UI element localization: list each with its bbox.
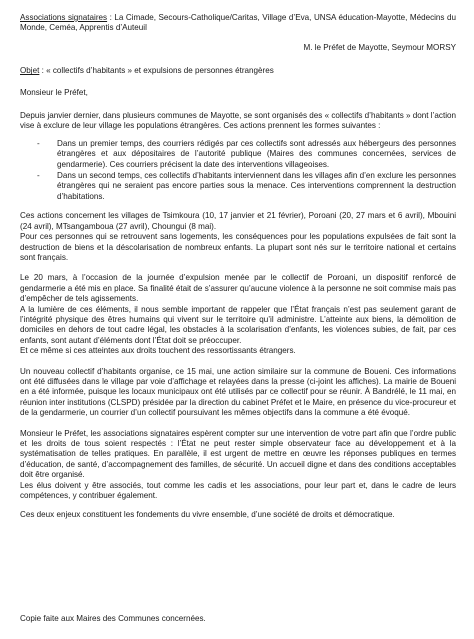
actions-list — [20, 139, 456, 202]
villages-paragraph: Ces actions concernent les villages de Tsimkoura (10, 17 janvier et 21 février), Poroani (20, 27 mars et 6 avril), Mbouini (24 avril), MTsangamboua (27 avril), Choungui (8 mai). — [20, 211, 456, 231]
hope-paragraph: Monsieur le Préfet, les associations signataires espèrent compter sur une intervention de votre part afin que l’ordre public et les droits de tous soient respectés : l’État ne peut rester simple observateur face au développement et à la systématisation de telles pratiques. En parallèle, il est urgent de mettre en œuvre les réponses publiques en termes d’éducation, de santé, d’accompagnement des familles, de sécurité. Un accueil digne et dans des conditions acceptables doit être organisé. — [20, 428, 456, 480]
object-text: : « collectifs d’habitants » et expulsions de personnes étrangères — [39, 66, 274, 76]
poroani-paragraph: Le 20 mars, à l’occasion de la journée d’expulsion menée par le collectif de Poroani, un dispositif renforcé de gendarmerie a été mis en place. Sa finalité était de s’assurer qu’aucune violence à la personne ne soit commise mais pas d’empêcher de tels agissements. — [20, 273, 456, 304]
signatories-list: : La Cimade, Secours-Catholique/Caritas, Village d’Eva, UNSA éducation-Mayotte, Médecins du Monde, Ceméa, Apprentis d’Auteuil — [20, 13, 456, 33]
copy-note: Copie faite aux Maires des Communes concernées. — [20, 614, 206, 623]
consequences-paragraph: Pour ces personnes qui se retrouvent sans logements, les conséquences pour les populations expulsées de fait sont la destruction de biens et la déscolarisation de nombreux enfants. La plupart sont nés sur le territoire national et certains sont français. — [20, 232, 456, 262]
list-item-text: Dans un second temps, ces collectifs d’habitants interviennent dans les villages afin d’en exclure les personnes étrangères qui ne seraient pas encore parties sous la menace. Ces interventions comprennent la destruction d’habitations. — [57, 171, 456, 201]
signatories-line — [20, 13, 456, 34]
bullet-dash: - — [37, 138, 40, 148]
object-label: Objet — [20, 66, 40, 76]
list-item — [20, 171, 456, 202]
list-item-text: Dans un premier temps, des courriers rédigés par ces collectifs sont adressés aux hébergeurs des personnes étrangères et aux dépositaires de l’autorité publique (Maires des communes concernées, services de gendarmerie). Ces courriers précisent la date des interventions villageoises. — [57, 138, 456, 169]
elected-paragraph: Les élus doivent y être associés, tout comme les cadis et les associations, pour leur part et, dans le cadre de leurs compétences, y contribuer également. — [20, 480, 456, 501]
boueni-paragraph: Un nouveau collectif d’habitants organise, ce 15 mai, une action similaire sur la commune de Boueni. Ces informations ont été diffusées dans le village par voie d’affichage et relayées dans la presse (ci-joint les affiches). La mairie de Boueni en a été informée, puisque les locaux municipaux ont été utilisés par ce collectif pour se réunir. À Bandrélé, le 11 mai, en réunion inter institutions (CLSPD) présidée par la direction du cabinet Préfet et le Maire, en présence du vice-procureur et de la gendarmerie, un courrier d’un collectif poursuivant les mêmes objectifs dans la commune a été évoqué. — [20, 366, 456, 418]
list-item — [20, 139, 456, 170]
closing-paragraph: Ces deux enjeux constituent les fondements du vivre ensemble, d’une société de droits et démocratique. — [20, 510, 395, 520]
foreigners-paragraph: Et ce même si ces atteintes aux droits touchent des ressortissants étrangers. — [20, 346, 296, 356]
recipient-line: M. le Préfet de Mayotte, Seymour MORSY — [303, 42, 456, 52]
signatories-label: Associations signataires — [20, 13, 108, 22]
intro-paragraph: Depuis janvier dernier, dans plusieurs communes de Mayotte, se sont organisés des « collectifs d’habitants » dont l’action vise à exclure de leur village les populations étrangères. Ces actions prennent les formes suivantes : — [20, 111, 456, 131]
bullet-dash: - — [37, 171, 40, 181]
rights-paragraph: A la lumière de ces éléments, il nous semble important de rappeler que l’État français n’est pas seulement garant de l’intégrité physique des êtres humains qui vivent sur le territoire qu’il administre. L’atteinte aux biens, la démolition de domiciles en dehors de tout cadre légal, les obstacles à la scolarisation d’enfants, les violences subies, de fait, par ces enfants, sont autant d’éléments dont l’État doit se préoccuper. — [20, 304, 456, 345]
salutation: Monsieur le Préfet, — [20, 87, 88, 97]
object-line — [20, 66, 456, 76]
